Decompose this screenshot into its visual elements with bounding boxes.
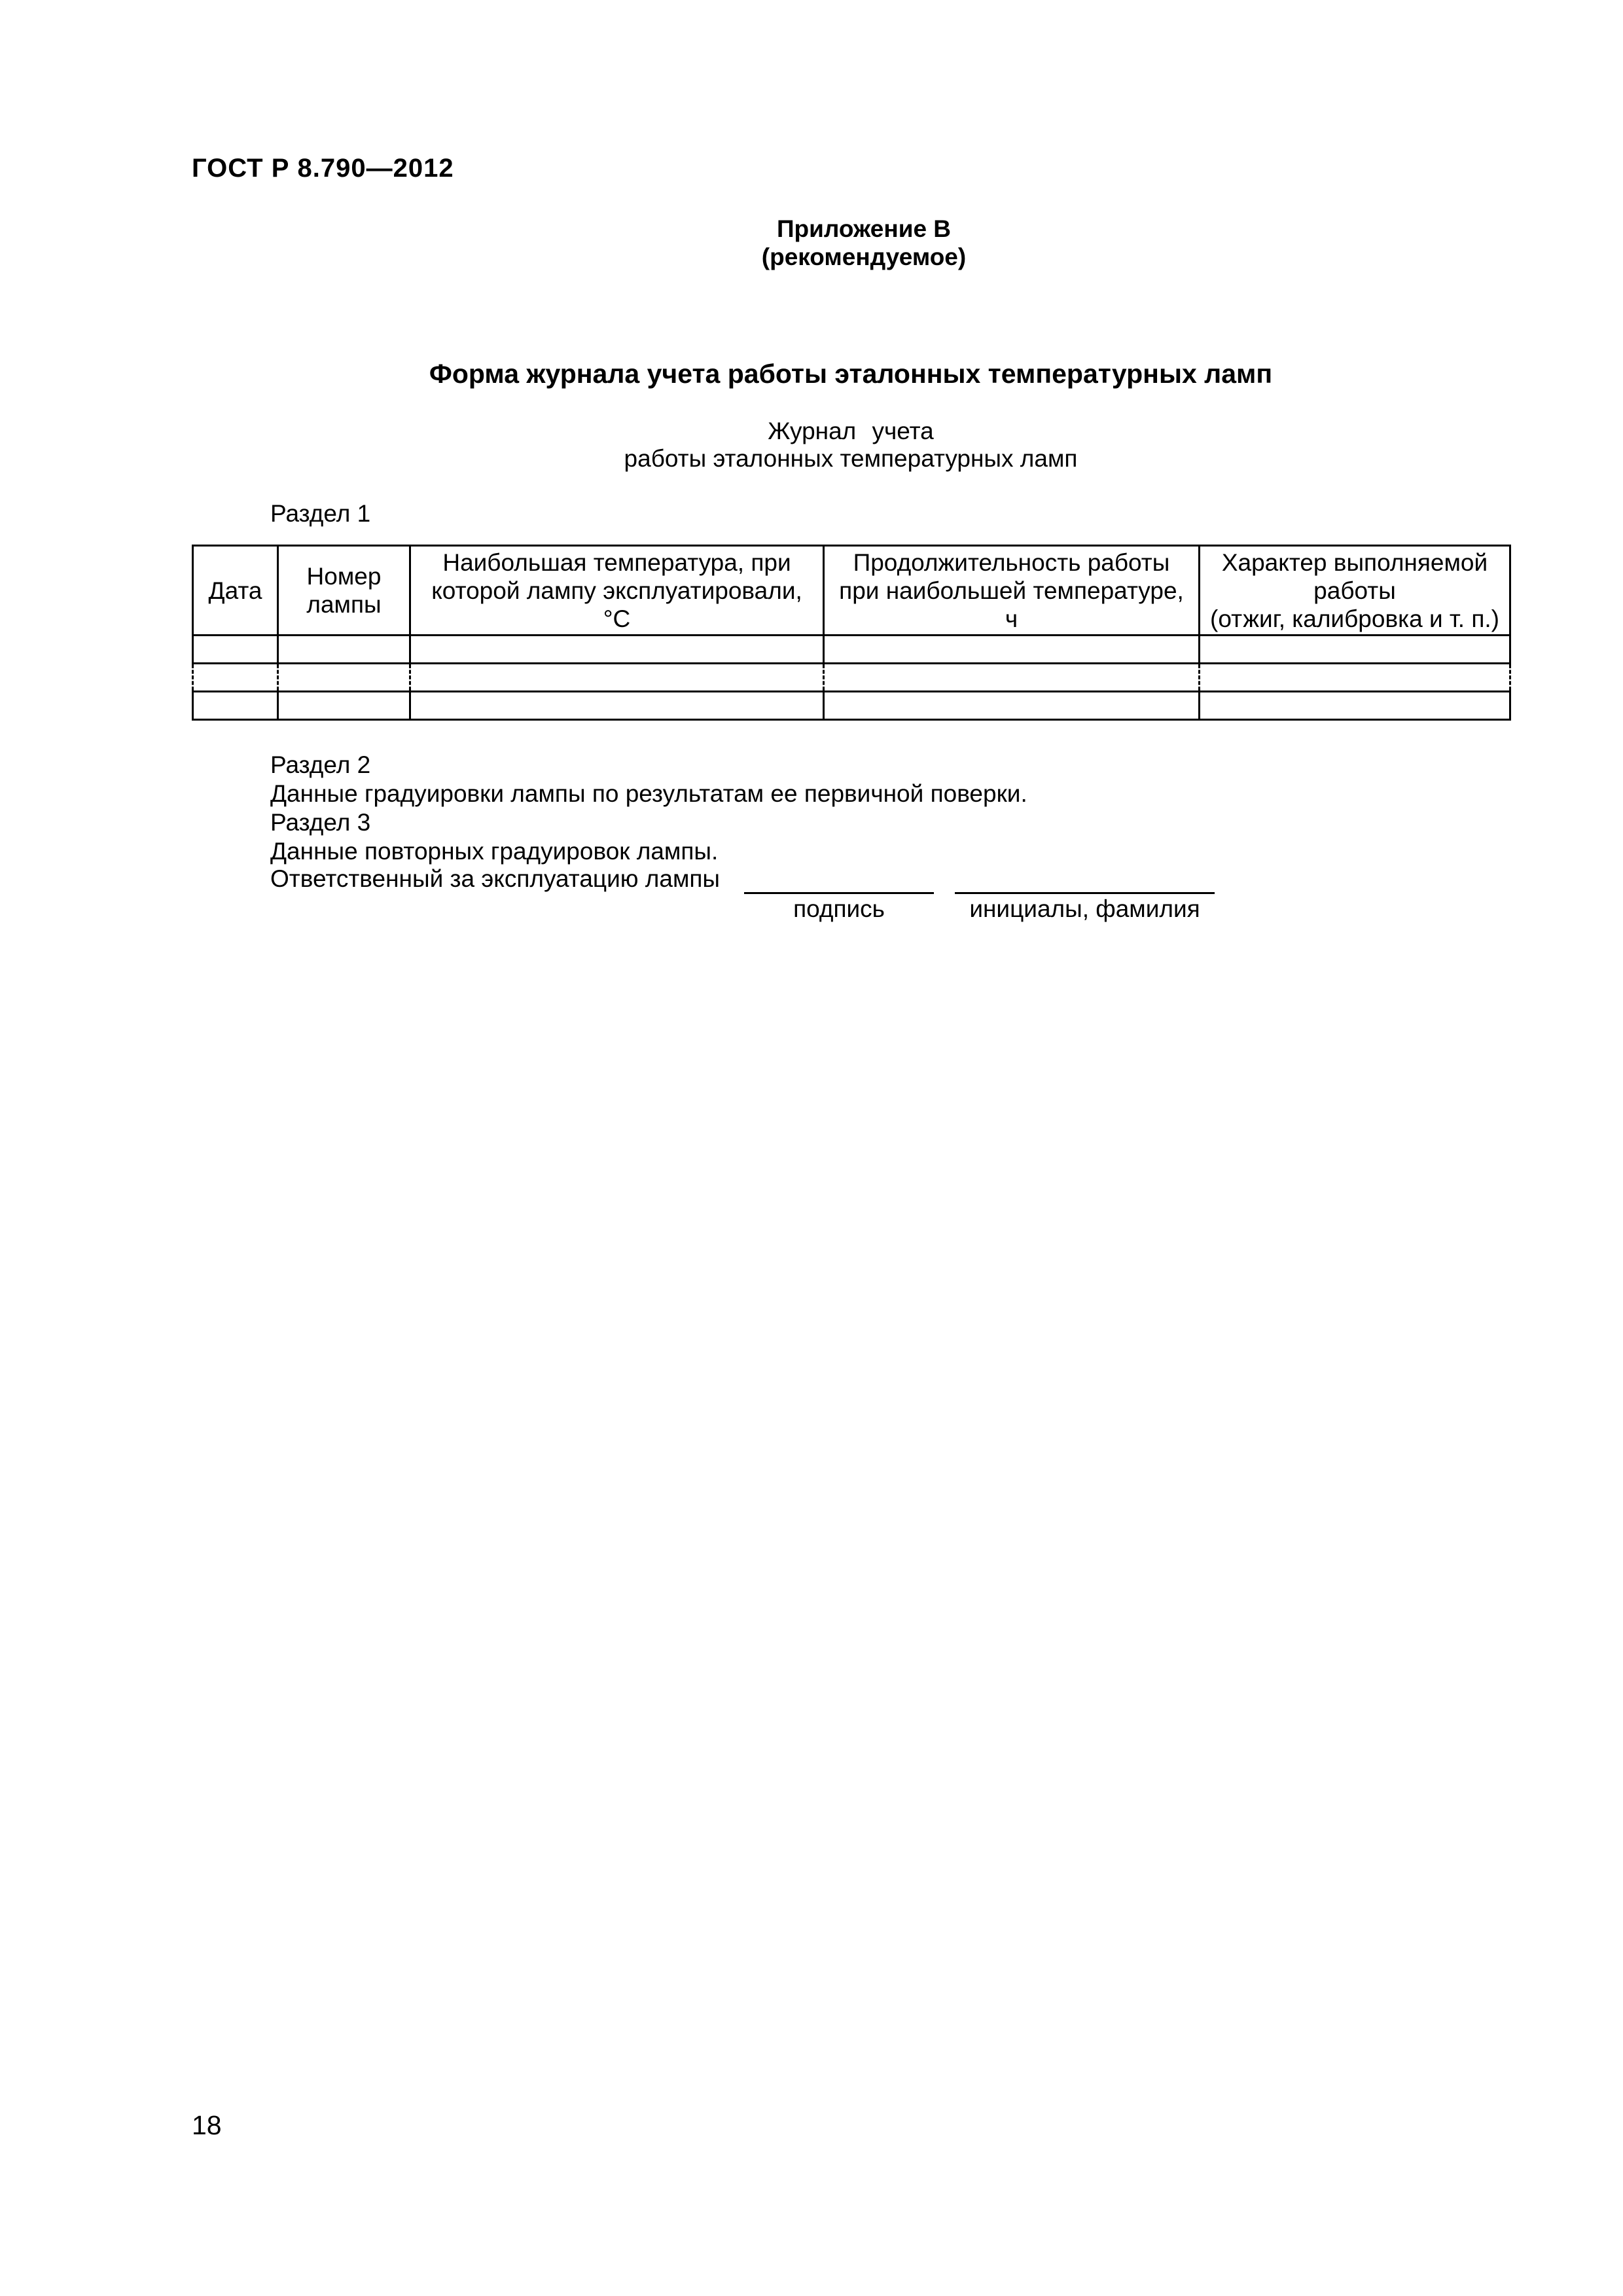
table-cell	[193, 664, 278, 692]
table-gap-row	[193, 664, 1510, 692]
signature-caption: подпись	[793, 895, 885, 922]
column-header-line: ч	[1005, 605, 1018, 632]
table-cell	[1200, 692, 1510, 720]
journal-title-line-1: Журнал учета	[768, 418, 934, 444]
column-header-line: Номер	[306, 563, 382, 590]
column-header-line: которой лампу эксплуатировали,	[431, 577, 802, 604]
page-number: 18	[192, 2110, 222, 2140]
table-header-row	[193, 546, 1510, 636]
column-header-line: при наибольшей температуре,	[839, 577, 1184, 604]
lamp-log-table	[192, 545, 1511, 721]
table-row	[193, 636, 1510, 664]
column-header-line: Характер выполняемой	[1221, 548, 1488, 576]
column-header-line: (отжиг, калибровка и т. п.)	[1210, 605, 1499, 632]
table-cell	[824, 692, 1200, 720]
journal-title-line-2: работы эталонных температурных ламп	[624, 445, 1078, 472]
column-header-duration	[824, 546, 1200, 636]
column-header-lamp-number	[278, 546, 410, 636]
table-cell	[193, 692, 278, 720]
table-cell	[1200, 636, 1510, 664]
responsible-label: Ответственный за эксплуатацию лампы	[270, 865, 721, 892]
signature-line	[744, 892, 934, 894]
section-2-label: Раздел 2	[270, 751, 371, 778]
section-3-label: Раздел 3	[270, 809, 371, 836]
table-row	[193, 692, 1510, 720]
document-code: ГОСТ Р 8.790—2012	[192, 154, 454, 183]
table-cell	[193, 636, 278, 664]
table-cell	[410, 692, 824, 720]
column-header-line: работы	[1313, 577, 1396, 604]
column-header-max-temperature	[410, 546, 824, 636]
table-cell	[1200, 664, 1510, 692]
appendix-title: Приложение В	[776, 215, 952, 242]
column-header-line: Наибольшая температура, при	[442, 548, 791, 576]
table-cell	[410, 636, 824, 664]
section-2-description: Данные градуировки лампы по результатам ее первичной поверки.	[270, 780, 1027, 807]
table-cell	[278, 664, 410, 692]
form-title: Форма журнала учета работы эталонных температурных ламп	[429, 359, 1273, 389]
table-cell	[278, 636, 410, 664]
column-header-line: Продолжительность работы	[853, 548, 1170, 576]
table-cell	[824, 664, 1200, 692]
column-header-date	[193, 546, 278, 636]
table-cell	[410, 664, 824, 692]
column-header-line: Дата	[208, 577, 262, 604]
column-header-line: лампы	[306, 591, 382, 618]
name-line	[955, 892, 1215, 894]
section-3-description: Данные повторных градуировок лампы.	[270, 838, 719, 865]
table-cell	[278, 692, 410, 720]
name-caption: инициалы, фамилия	[969, 895, 1200, 922]
table-cell	[824, 636, 1200, 664]
column-header-line: °С	[603, 605, 631, 632]
appendix-status: (рекомендуемое)	[761, 243, 967, 270]
column-header-work-type	[1200, 546, 1510, 636]
section-1-label: Раздел 1	[270, 500, 371, 527]
